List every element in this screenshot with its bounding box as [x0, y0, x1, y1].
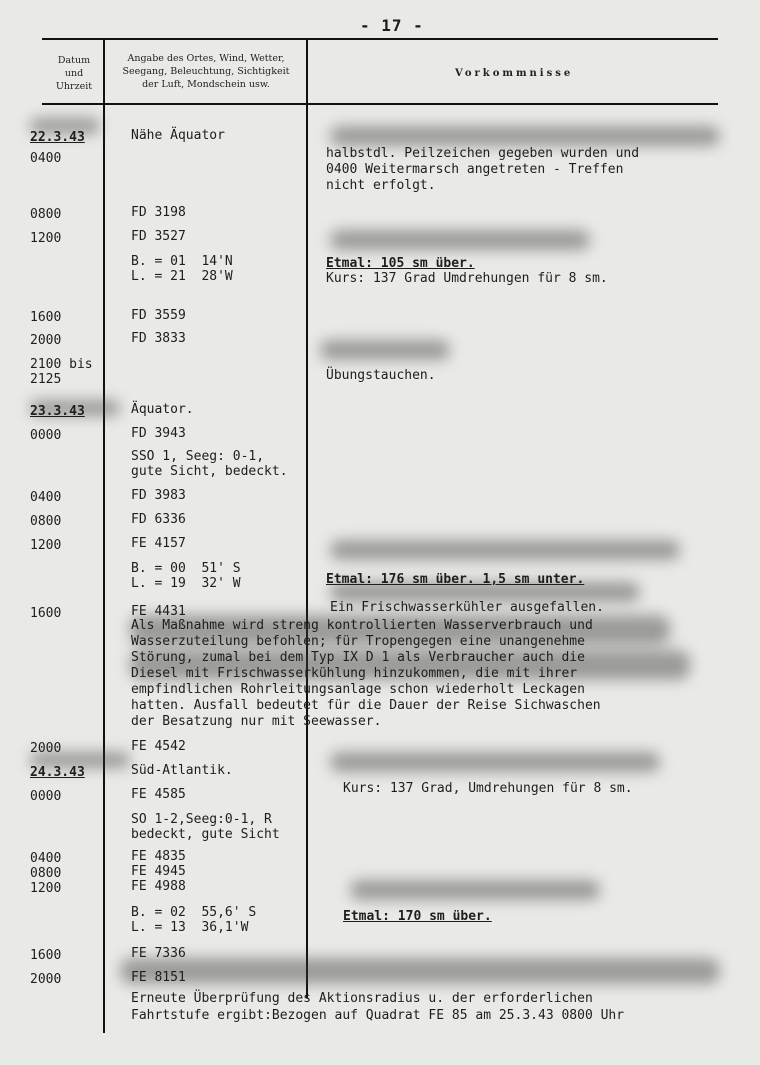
time-entry: 2125 — [30, 372, 62, 387]
column-rule-2 — [306, 38, 308, 998]
header-date-line: und — [64, 68, 84, 79]
event-line: Diesel mit Frischwasserkühlung hinzukommen, die mit ihrer — [131, 666, 578, 681]
event-line: Als Maßnahme wird streng kontrollierten Wasserverbrauch und — [131, 618, 593, 633]
header-date-line: Uhrzeit — [55, 81, 93, 92]
header-top-rule — [42, 38, 718, 40]
header-location-line: der Luft, Mondschein usw. — [142, 79, 270, 90]
location-entry: FD 3559 — [131, 308, 186, 323]
event-line: 0400 Weitermarsch angetreten - Treffen — [326, 162, 624, 177]
redaction-blur — [330, 752, 660, 772]
header-location-col — [108, 52, 304, 91]
weather-line: SO 1-2,Seeg:0-1, R — [131, 812, 272, 827]
header-bottom-rule — [42, 103, 718, 105]
position-line: L. = 21 28'W — [131, 269, 233, 284]
time-entry: 1200 — [30, 881, 62, 896]
event-entry: Ein Frischwasserkühler ausgefallen. — [330, 600, 604, 615]
event-line: hatten. Ausfall bedeutet für die Dauer der Reise Sichwaschen — [131, 698, 601, 713]
time-entry: 1600 — [30, 606, 62, 621]
event-line: empfindlichen Rohrleitungsanlage schon wiederholt Leckagen — [131, 682, 585, 697]
event-line: Erneute Überprüfung des Aktionsradius u. der erforderlichen — [131, 991, 593, 1006]
header-location-line: Angabe des Ortes, Wind, Wetter, — [127, 53, 285, 64]
header-location-line: Seegang, Beleuchtung, Sichtigkeit — [122, 66, 290, 77]
location-entry: FD 3983 — [131, 488, 186, 503]
location-entry: FD 3833 — [131, 331, 186, 346]
time-entry: 0400 — [30, 151, 62, 166]
event-line: halbstdl. Peilzeichen gegeben wurden und — [326, 146, 640, 161]
date-entry: 22.3.43 — [30, 130, 85, 145]
redaction-blur — [330, 230, 590, 250]
location-entry: FE 4542 — [131, 739, 186, 754]
redaction-blur — [320, 340, 450, 360]
location-entry: FD 3198 — [131, 205, 186, 220]
time-entry: 0000 — [30, 789, 62, 804]
redaction-blur — [350, 880, 600, 900]
event-entry: Kurs: 137 Grad, Umdrehungen für 8 sm. — [343, 781, 633, 796]
time-entry: 2000 — [30, 741, 62, 756]
header-events-col: Vorkommnisse — [455, 68, 574, 79]
time-entry: 1600 — [30, 310, 62, 325]
event-line: Fahrtstufe ergibt:Bezogen auf Quadrat FE 85 am 25.3.43 0800 Uhr — [131, 1008, 625, 1023]
location-entry: FE 4835 — [131, 849, 186, 864]
page-number: - 17 - — [360, 16, 424, 35]
redaction-blur — [330, 126, 720, 146]
location-entry: FD 3527 — [131, 229, 186, 244]
event-entry: Etmal: 105 sm über. — [326, 256, 475, 271]
position-line: L. = 19 32' W — [131, 576, 241, 591]
time-entry: 1200 — [30, 231, 62, 246]
location-entry: Süd-Atlantik. — [131, 763, 233, 778]
event-entry: Etmal: 176 sm über. 1,5 sm unter. — [326, 572, 585, 587]
date-entry: 23.3.43 — [30, 404, 85, 419]
time-entry: 0400 — [30, 851, 62, 866]
location-entry: FE 4988 — [131, 879, 186, 894]
redaction-blur — [120, 958, 720, 984]
header-date-col — [48, 54, 100, 93]
time-entry: 2000 — [30, 972, 62, 987]
weather-line: SSO 1, Seeg: 0-1, — [131, 449, 265, 464]
event-entry: Übungstauchen. — [326, 368, 436, 383]
header-date-line: Datum — [57, 55, 91, 66]
time-entry: 0800 — [30, 207, 62, 222]
time-entry: 1200 — [30, 538, 62, 553]
position-line: B. = 02 55,6' S — [131, 905, 257, 920]
location-entry: FD 3943 — [131, 426, 186, 441]
time-entry: 1600 — [30, 948, 62, 963]
time-entry: 0000 — [30, 428, 62, 443]
position-line: B. = 00 51' S — [131, 561, 241, 576]
date-entry: 24.3.43 — [30, 765, 85, 780]
location-entry: FE 4585 — [131, 787, 186, 802]
position-line: L. = 13 36,1'W — [131, 920, 249, 935]
weather-line: gute Sicht, bedeckt. — [131, 464, 288, 479]
location-entry: Äquator. — [131, 402, 194, 417]
event-line: Wasserzuteilung befohlen; für Tropengegen eine unangenehme — [131, 634, 585, 649]
redaction-blur — [330, 540, 680, 560]
event-entry: Kurs: 137 Grad Umdrehungen für 8 sm. — [326, 271, 608, 286]
location-entry: Nähe Äquator — [131, 128, 225, 143]
event-line: Störung, zumal bei dem Typ IX D 1 als Verbraucher auch die — [131, 650, 585, 665]
location-entry: FD 6336 — [131, 512, 186, 527]
location-entry: FE 4431 — [131, 604, 186, 619]
time-entry: 0800 — [30, 514, 62, 529]
weather-line: bedeckt, gute Sicht — [131, 827, 280, 842]
location-entry: FE 4157 — [131, 536, 186, 551]
event-line: der Besatzung nur mit Seewasser. — [131, 714, 382, 729]
column-rule-1 — [103, 38, 105, 1033]
location-entry: FE 7336 — [131, 946, 186, 961]
location-entry: FE 4945 — [131, 864, 186, 879]
time-entry: 2000 — [30, 333, 62, 348]
time-entry: 0800 — [30, 866, 62, 881]
event-entry: Etmal: 170 sm über. — [343, 909, 492, 924]
time-entry: 2100 bis — [30, 357, 93, 372]
event-line: nicht erfolgt. — [326, 178, 436, 193]
location-entry: FE 8151 — [131, 970, 186, 985]
position-line: B. = 01 14'N — [131, 254, 233, 269]
time-entry: 0400 — [30, 490, 62, 505]
